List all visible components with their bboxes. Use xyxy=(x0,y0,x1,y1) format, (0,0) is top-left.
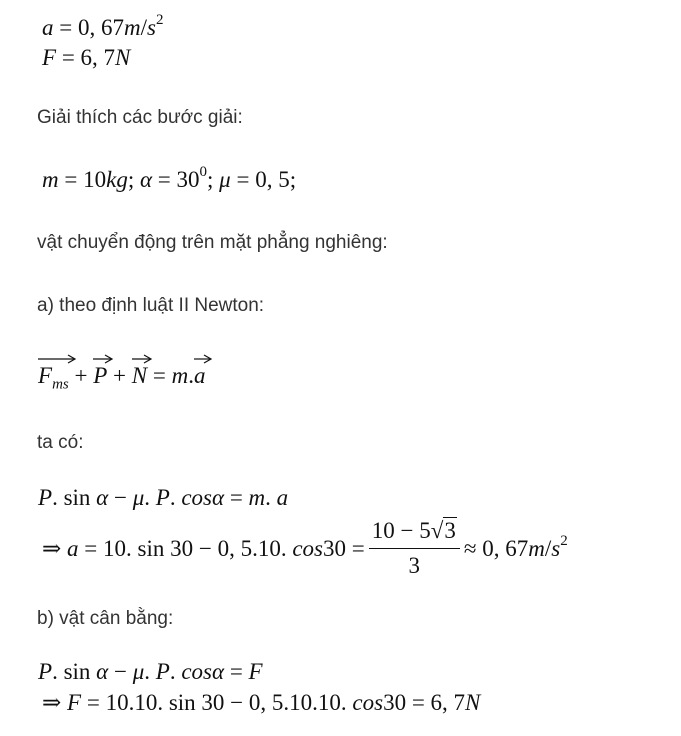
part-a-heading: a) theo định luật II Newton: xyxy=(37,295,265,316)
vector-equation: $F_{ms}$ + P + N = m. a xyxy=(38,363,205,389)
arrow-icon xyxy=(194,354,212,364)
arrow-icon xyxy=(132,354,152,364)
fraction xyxy=(369,518,460,579)
vector-weight: P xyxy=(93,363,107,389)
fraction-denominator: 3 xyxy=(408,553,421,578)
part-b-line1: P. sin α − μ. P. cosα = F xyxy=(38,659,263,684)
result-force: F = 6, 7N xyxy=(42,45,131,70)
arrow-icon xyxy=(93,354,113,364)
vector-friction: $F_{ms}$ xyxy=(38,363,69,389)
part-b-line2: ⇒ F = 10.10. sin 30 − 0, 5.10.10. cos30 = 6, 7N xyxy=(42,690,481,715)
vector-accel: a xyxy=(194,363,206,389)
part-b-heading: b) vật cân bằng: xyxy=(37,608,174,629)
approx-result: ≈ 0, $67m/s^2$ xyxy=(463,532,568,561)
vector-normal: N xyxy=(132,363,147,389)
fraction-numerator: 10 − 5√3 xyxy=(369,518,460,549)
arrow-icon xyxy=(38,354,76,364)
part-a-line2: ⇒ a = 10. sin 30 − 0, 5.10. cos30 = $\frac{10 - 5√3}{3}$ ≈ 0, $67m/s^2$ xyxy=(42,518,568,578)
explain-heading: Giải thích các bước giải: xyxy=(37,107,243,128)
given-values: m = 10kg; $\alpha = 30^0$; μ = 0, 5; xyxy=(42,164,297,192)
part-a-line1: P. sin α − μ. P. cosα = m. a xyxy=(38,485,289,510)
motion-text: vật chuyển động trên mặt phẳng nghiêng: xyxy=(37,232,388,253)
result-accel: a = 0, $67m/s^2$ xyxy=(42,12,164,40)
ta-co-text: ta có: xyxy=(37,432,84,453)
